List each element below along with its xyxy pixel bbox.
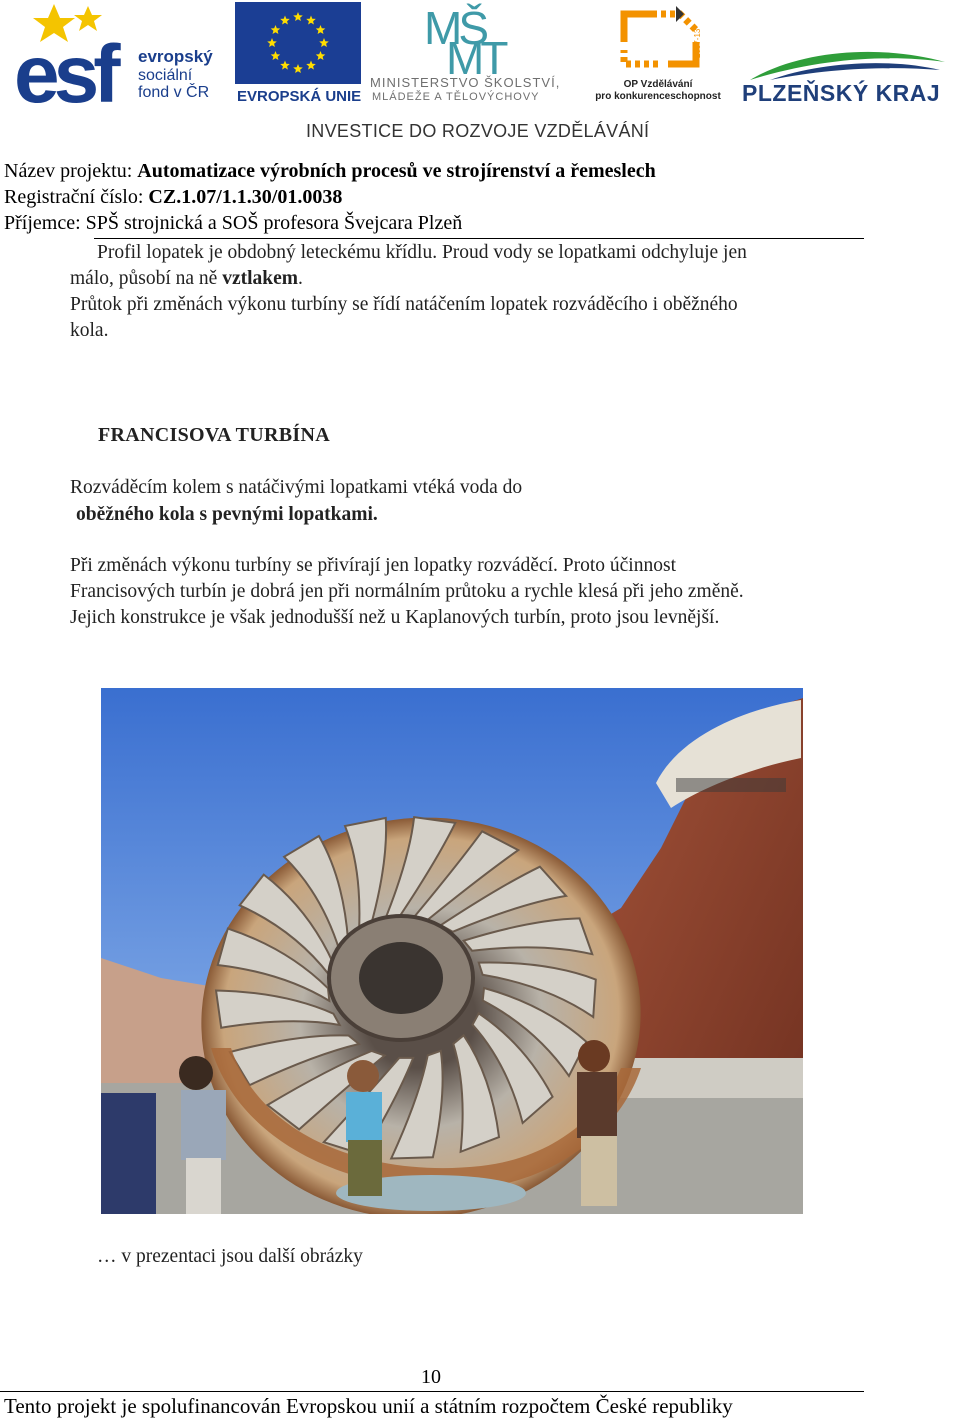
- plzensky-swoosh-icon: [740, 40, 955, 84]
- header-divider: [94, 238, 864, 239]
- eu-logo: [235, 2, 361, 106]
- footer-divider: [0, 1391, 864, 1392]
- plzensky-label: PLZEŇSKÝ KRAJ: [742, 80, 941, 106]
- op-line1: OP Vzdělávání: [623, 79, 693, 90]
- paragraph-2-line-1: Průtok při změnách výkonu turbíny se řídí natáčením lopatek rozváděcího i oběžného: [70, 294, 738, 315]
- p1-bold: vztlakem: [222, 268, 298, 289]
- esf-line1: evropský: [138, 47, 213, 66]
- registration-value: CZ.1.07/1.1.30/01.0038: [148, 186, 343, 208]
- eu-flag-icon: [235, 2, 361, 84]
- eu-label: EVROPSKÁ UNIE: [237, 88, 362, 105]
- msmt-monogram-icon: [368, 2, 582, 76]
- tagline: INVESTICE DO ROZVOJE VZDĚLÁVÁNÍ: [306, 121, 650, 141]
- msmt-line1: MINISTERSTVO ŠKOLSTVÍ,: [370, 75, 561, 90]
- plzensky-kraj-logo: [740, 40, 955, 110]
- esf-logo: [14, 2, 229, 106]
- footer-text: Tento projekt je spolufinancován Evropskou unií a státním rozpočtem České republiky: [4, 1394, 733, 1418]
- registration-label: Registrační číslo:: [4, 186, 149, 208]
- paragraph-3-line-1: Rozváděcím kolem s natáčivými lopatkami vtéká voda do: [70, 477, 523, 498]
- francis-turbine-image: [101, 688, 803, 1214]
- esf-line3: fond v ČR: [138, 84, 210, 101]
- page-number: 10: [421, 1366, 441, 1388]
- msmt-logo: [368, 2, 582, 106]
- op-emblem-icon: [588, 2, 728, 76]
- paragraph-3-line-2: oběžného kola s pevnými lopatkami.: [76, 504, 378, 525]
- turbine-photo: [101, 688, 803, 1214]
- paragraph-1-line-2: [70, 266, 303, 292]
- p1-text-a: málo, působí na ně: [70, 268, 223, 289]
- msmt-line2: MLÁDEŽE A TĚLOVÝCHOVY: [372, 91, 540, 103]
- svg-text:MŠ: MŠ: [424, 2, 485, 54]
- paragraph-4-line-3: Jejich konstrukce je však jednodušší než u Kaplanových turbín, proto jsou levnější.: [70, 607, 720, 628]
- op-logo: [588, 2, 728, 106]
- paragraph-4-line-1: Při změnách výkonu turbíny se přivírají jen lopatky rozváděcí. Proto účinnost: [70, 555, 676, 576]
- paragraph-1-line-1: Profil lopatek je obdobný leteckému křídlu. Proud vody se lopatkami odchyluje jen: [97, 242, 747, 263]
- svg-text:MT: MT: [446, 32, 505, 76]
- p1-text-c: .: [298, 268, 303, 289]
- op-years: 2007-13: [693, 28, 702, 58]
- paragraph-4-line-2: Francisových turbín je dobrá jen při normálním průtoku a rychle klesá při jeho změně.: [70, 581, 744, 602]
- recipient-line: Příjemce: SPŠ strojnická a SOŠ profesora Švejcara Plzeň: [4, 212, 463, 234]
- op-line2: pro konkurenceschopnost: [595, 91, 721, 102]
- project-name-line: [4, 158, 656, 184]
- svg-text:esf: esf: [14, 29, 115, 106]
- project-value: Automatizace výrobních procesů ve strojírenství a řemeslech: [137, 160, 656, 182]
- registration-line: [4, 184, 342, 210]
- section-heading: FRANCISOVA TURBÍNA: [98, 424, 330, 446]
- esf-line2: sociální: [138, 67, 193, 84]
- more-images-note: … v prezentaci jsou další obrázky: [97, 1246, 363, 1267]
- project-label: Název projektu:: [4, 160, 138, 182]
- paragraph-2-line-2: kola.: [70, 320, 109, 341]
